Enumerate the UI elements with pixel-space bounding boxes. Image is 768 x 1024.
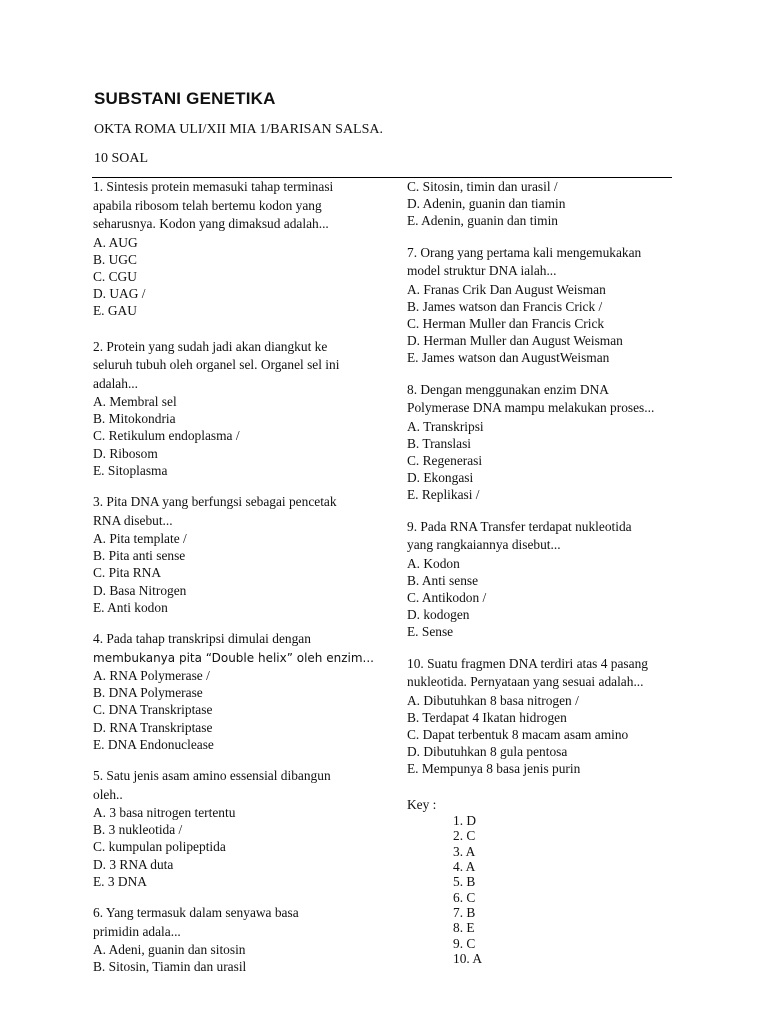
question-count: 10 SOAL bbox=[94, 151, 149, 166]
option: D. Basa Nitrogen bbox=[93, 582, 187, 598]
option: B. Translasi bbox=[407, 435, 471, 451]
answer-key-item: 8. E bbox=[453, 920, 475, 936]
question-4 bbox=[93, 630, 393, 753]
question-prompt: 4. Pada tahap transkripsi dimulai dengan membukanya pita “Double helix” oleh enzim... bbox=[93, 631, 374, 665]
answer-key-item: 2. C bbox=[453, 828, 476, 844]
option: C. CGU bbox=[93, 268, 137, 284]
question-10 bbox=[407, 655, 677, 778]
option: B. Pita anti sense bbox=[93, 548, 186, 564]
question-2 bbox=[93, 338, 393, 480]
option: A. Transkripsi bbox=[407, 418, 484, 434]
option: A. Dibutuhkan 8 basa nitrogen / bbox=[407, 692, 579, 708]
option: D. kodogen bbox=[407, 607, 470, 623]
option: A. 3 basa nitrogen tertentu bbox=[93, 805, 236, 821]
question-prompt: 7. Orang yang pertama kali mengemukakan model struktur DNA ialah... bbox=[407, 244, 642, 279]
option: E. Anti kodon bbox=[93, 599, 168, 615]
answer-key-item: 10. A bbox=[453, 950, 483, 966]
question-8 bbox=[407, 381, 677, 504]
option: B. Anti sense bbox=[407, 572, 479, 588]
author-line: OKTA ROMA ULI/XII MIA 1/BARISAN SALSA. bbox=[94, 122, 384, 137]
answer-key-item: 5. B bbox=[453, 874, 476, 890]
question-1 bbox=[93, 178, 393, 320]
question-3 bbox=[93, 493, 393, 616]
option: C. Herman Muller dan Francis Crick bbox=[407, 316, 605, 332]
question-9 bbox=[407, 518, 677, 641]
answer-key-list bbox=[407, 813, 677, 966]
option: D. 3 RNA duta bbox=[93, 856, 174, 872]
question-6 bbox=[93, 904, 393, 975]
option: D. Adenin, guanin dan tiamin bbox=[407, 196, 566, 212]
option: B. 3 nukleotida / bbox=[93, 822, 183, 838]
document-title: SUBSTANI GENETIKA bbox=[94, 89, 276, 108]
question-prompt: 2. Protein yang sudah jadi akan diangkut ke seluruh tubuh oleh organel sel. Organel sel ini adalah... bbox=[93, 338, 340, 391]
question-prompt: 6. Yang termasuk dalam senyawa basa primidin adala... bbox=[93, 905, 299, 939]
option: E. James watson dan AugustWeisman bbox=[407, 350, 610, 366]
option: E. Sitoplasma bbox=[93, 462, 168, 478]
question-prompt: 8. Dengan menggunakan enzim DNA Polymerase DNA mampu melakukan proses... bbox=[407, 381, 655, 416]
option: E. GAU bbox=[93, 303, 137, 319]
option: A. Membral sel bbox=[93, 394, 177, 410]
option: C. Sitosin, timin dan urasil / bbox=[407, 179, 558, 194]
option: B. Sitosin, Tiamin dan urasil bbox=[93, 959, 247, 975]
answer-key-item: 6. C bbox=[453, 889, 476, 905]
answer-key-item: 4. A bbox=[453, 859, 476, 875]
answer-key-item: 1. D bbox=[453, 813, 477, 829]
option: A. AUG bbox=[93, 234, 138, 250]
option: B. James watson dan Francis Crick / bbox=[407, 298, 603, 314]
option: D. RNA Transkriptase bbox=[93, 719, 213, 735]
option: C. Regenerasi bbox=[407, 453, 483, 469]
question-prompt: 10. Suatu fragmen DNA terdiri atas 4 pasang nukleotida. Pernyataan yang sesuai adalah... bbox=[407, 655, 648, 690]
answer-key-item: 9. C bbox=[453, 935, 476, 951]
option: D. Dibutuhkan 8 gula pentosa bbox=[407, 744, 568, 760]
option: C. Pita RNA bbox=[93, 565, 162, 581]
option: D. Ribosom bbox=[93, 445, 158, 461]
option: C. Dapat terbentuk 8 macam asam amino bbox=[407, 727, 629, 743]
option: B. UGC bbox=[93, 251, 137, 267]
option: E. Mempunya 8 basa jenis purin bbox=[407, 761, 581, 777]
question-5 bbox=[93, 767, 393, 890]
option: E. 3 DNA bbox=[93, 873, 147, 889]
question-6-continued bbox=[407, 178, 677, 230]
option: D. Herman Muller dan August Weisman bbox=[407, 333, 623, 349]
option: C. Antikodon / bbox=[407, 590, 487, 606]
answer-key-label: Key : bbox=[407, 796, 437, 812]
option: D. UAG / bbox=[93, 286, 146, 302]
option: E. Adenin, guanin dan timin bbox=[407, 213, 558, 229]
option: E. Replikasi / bbox=[407, 487, 480, 503]
answer-key-item: 7. B bbox=[453, 904, 476, 920]
option: C. Retikulum endoplasma / bbox=[93, 428, 240, 444]
left-column bbox=[93, 178, 393, 975]
question-prompt: 3. Pita DNA yang berfungsi sebagai pencetak RNA disebut... bbox=[93, 494, 337, 528]
question-prompt: 5. Satu jenis asam amino essensial dibangun oleh.. bbox=[93, 768, 331, 802]
option: D. Ekongasi bbox=[407, 470, 474, 486]
option: E. DNA Endonuclease bbox=[93, 736, 214, 752]
option: B. Mitokondria bbox=[93, 411, 176, 427]
option: C. kumpulan polipeptida bbox=[93, 839, 226, 855]
option: B. Terdapat 4 Ikatan hidrogen bbox=[407, 709, 567, 725]
option: A. Kodon bbox=[407, 555, 460, 571]
option: C. DNA Transkriptase bbox=[93, 702, 213, 718]
answer-key-item: 3. A bbox=[453, 843, 476, 859]
question-prompt: 1. Sintesis protein memasuki tahap terminasi apabila ribosom telah bertemu kodon yang seharusnya. Kodon yang dimaksud adalah... bbox=[93, 179, 334, 231]
option: A. RNA Polymerase / bbox=[93, 668, 210, 684]
answer-key bbox=[407, 796, 677, 966]
option: A. Franas Crik Dan August Weisman bbox=[407, 281, 606, 297]
option: E. Sense bbox=[407, 624, 454, 640]
right-column bbox=[407, 178, 677, 966]
option: A. Pita template / bbox=[93, 531, 187, 547]
option: A. Adeni, guanin dan sitosin bbox=[93, 942, 246, 958]
question-prompt: 9. Pada RNA Transfer terdapat nukleotida yang rangkaiannya disebut... bbox=[407, 518, 632, 553]
question-7 bbox=[407, 244, 677, 367]
option: B. DNA Polymerase bbox=[93, 685, 203, 701]
